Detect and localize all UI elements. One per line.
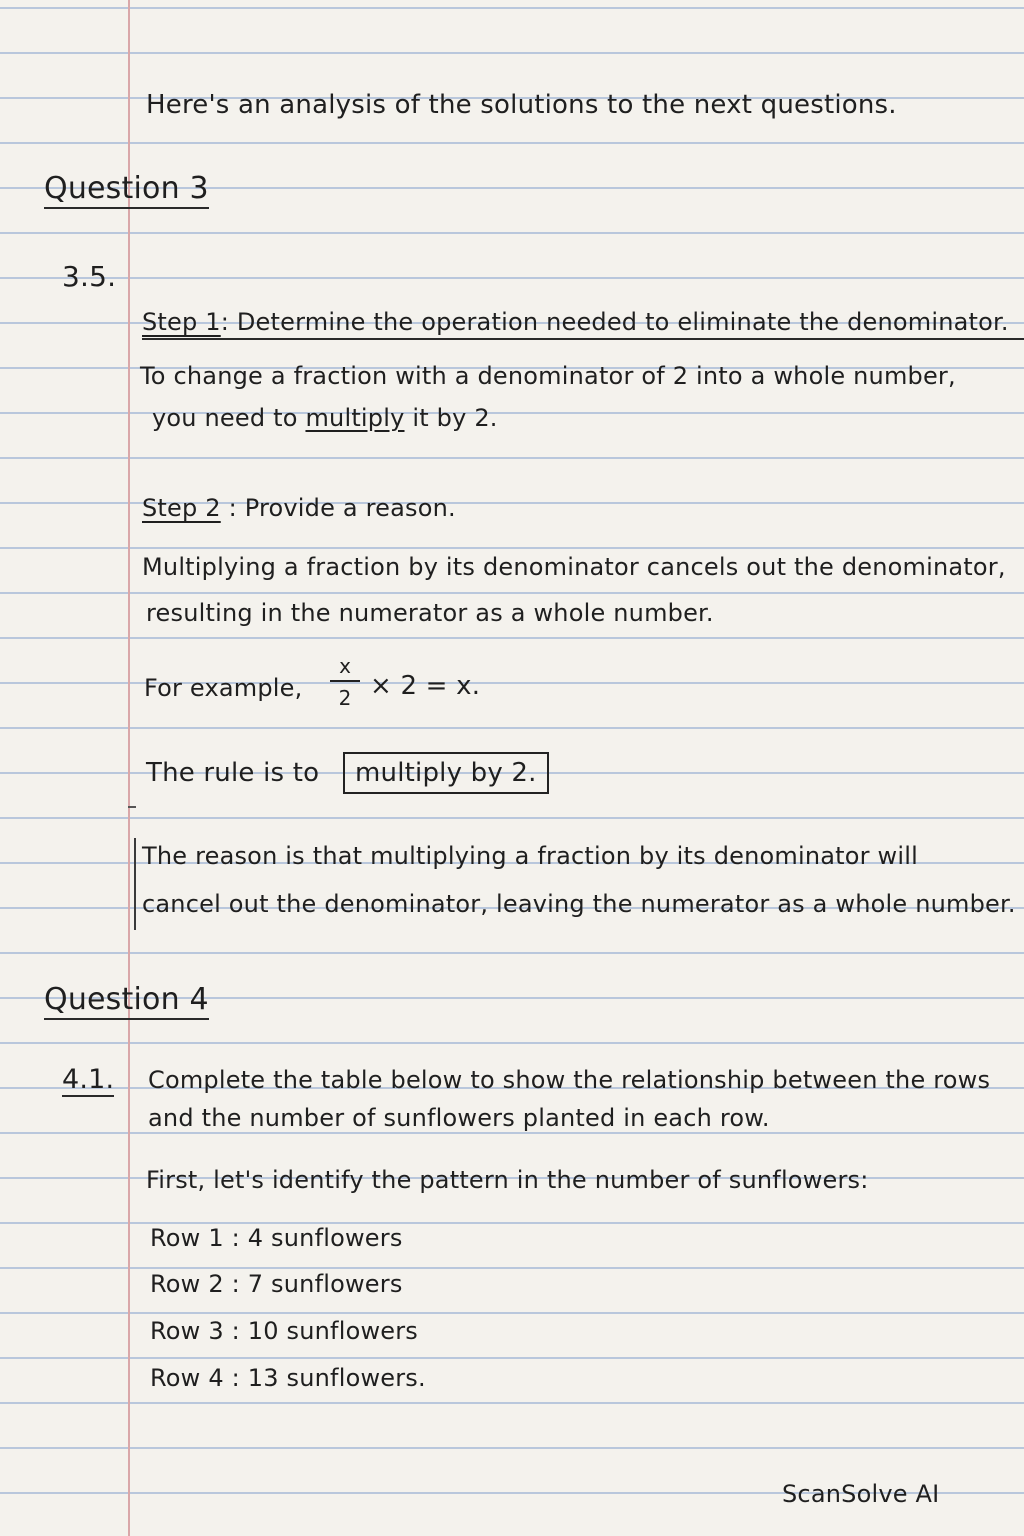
question-3-5-number: 3.5. xyxy=(62,260,117,293)
step-1-line-2-pre: you need to xyxy=(152,404,306,432)
margin-tick xyxy=(128,806,136,808)
footer-brand: ScanSolve AI xyxy=(782,1480,940,1508)
pattern-intro: First, let's identify the pattern in the number of sunflowers: xyxy=(146,1166,869,1194)
rule-prefix: The rule is to xyxy=(146,758,320,788)
step-1-text: Determine the operation needed to eliminate the denominator. xyxy=(236,308,1009,336)
example-fraction xyxy=(330,656,360,708)
question-3-heading: Question 3 xyxy=(44,174,209,209)
step-2-text: Provide a reason. xyxy=(244,494,456,522)
intro-text: Here's an analysis of the solutions to the next questions. xyxy=(146,90,897,120)
row-4-entry: Row 4 : 13 sunflowers. xyxy=(150,1364,426,1392)
example-equation: × 2 = x. xyxy=(370,671,481,701)
rule-answer-box: multiply by 2. xyxy=(343,752,549,794)
reason-line-2: cancel out the denominator, leaving the numerator as a whole number. xyxy=(142,890,1016,918)
reason-bracket xyxy=(134,838,136,930)
step-2-line-1: Multiplying a fraction by its denominator cancels out the denominator, xyxy=(142,553,1006,581)
fraction-denominator: 2 xyxy=(338,686,352,710)
step-1-heading xyxy=(142,310,1024,340)
step-2-heading xyxy=(142,496,456,520)
step-2-separator: : xyxy=(220,494,245,522)
fraction-bar xyxy=(330,680,360,682)
row-2-entry: Row 2 : 7 sunflowers xyxy=(150,1270,403,1298)
row-3-entry: Row 3 : 10 sunflowers xyxy=(150,1317,419,1345)
question-4-heading: Question 4 xyxy=(44,985,209,1020)
q4-line-1: Complete the table below to show the relationship between the rows xyxy=(148,1066,991,1094)
q4-line-2: and the number of sunflowers planted in each row. xyxy=(148,1104,770,1132)
step-1-line-2-underlined: multiply xyxy=(305,404,405,432)
reason-line-1: The reason is that multiplying a fraction by its denominator will xyxy=(142,842,918,870)
example-prefix: For example, xyxy=(144,674,303,702)
step-1-separator: : xyxy=(220,308,237,336)
question-4-1-number: 4.1. xyxy=(62,1064,115,1095)
row-1-entry: Row 1 : 4 sunflowers xyxy=(150,1224,403,1252)
step-1-label: Step 1 xyxy=(142,308,221,336)
step-1-line-1: To change a fraction with a denominator of 2 into a whole number, xyxy=(140,362,956,390)
step-1-line-2 xyxy=(152,406,498,430)
step-2-line-2: resulting in the numerator as a whole number. xyxy=(146,599,714,627)
step-2-label: Step 2 xyxy=(142,494,221,522)
step-1-line-2-post: it by 2. xyxy=(404,404,498,432)
fraction-numerator: x xyxy=(339,654,351,678)
margin-line xyxy=(128,0,130,1536)
